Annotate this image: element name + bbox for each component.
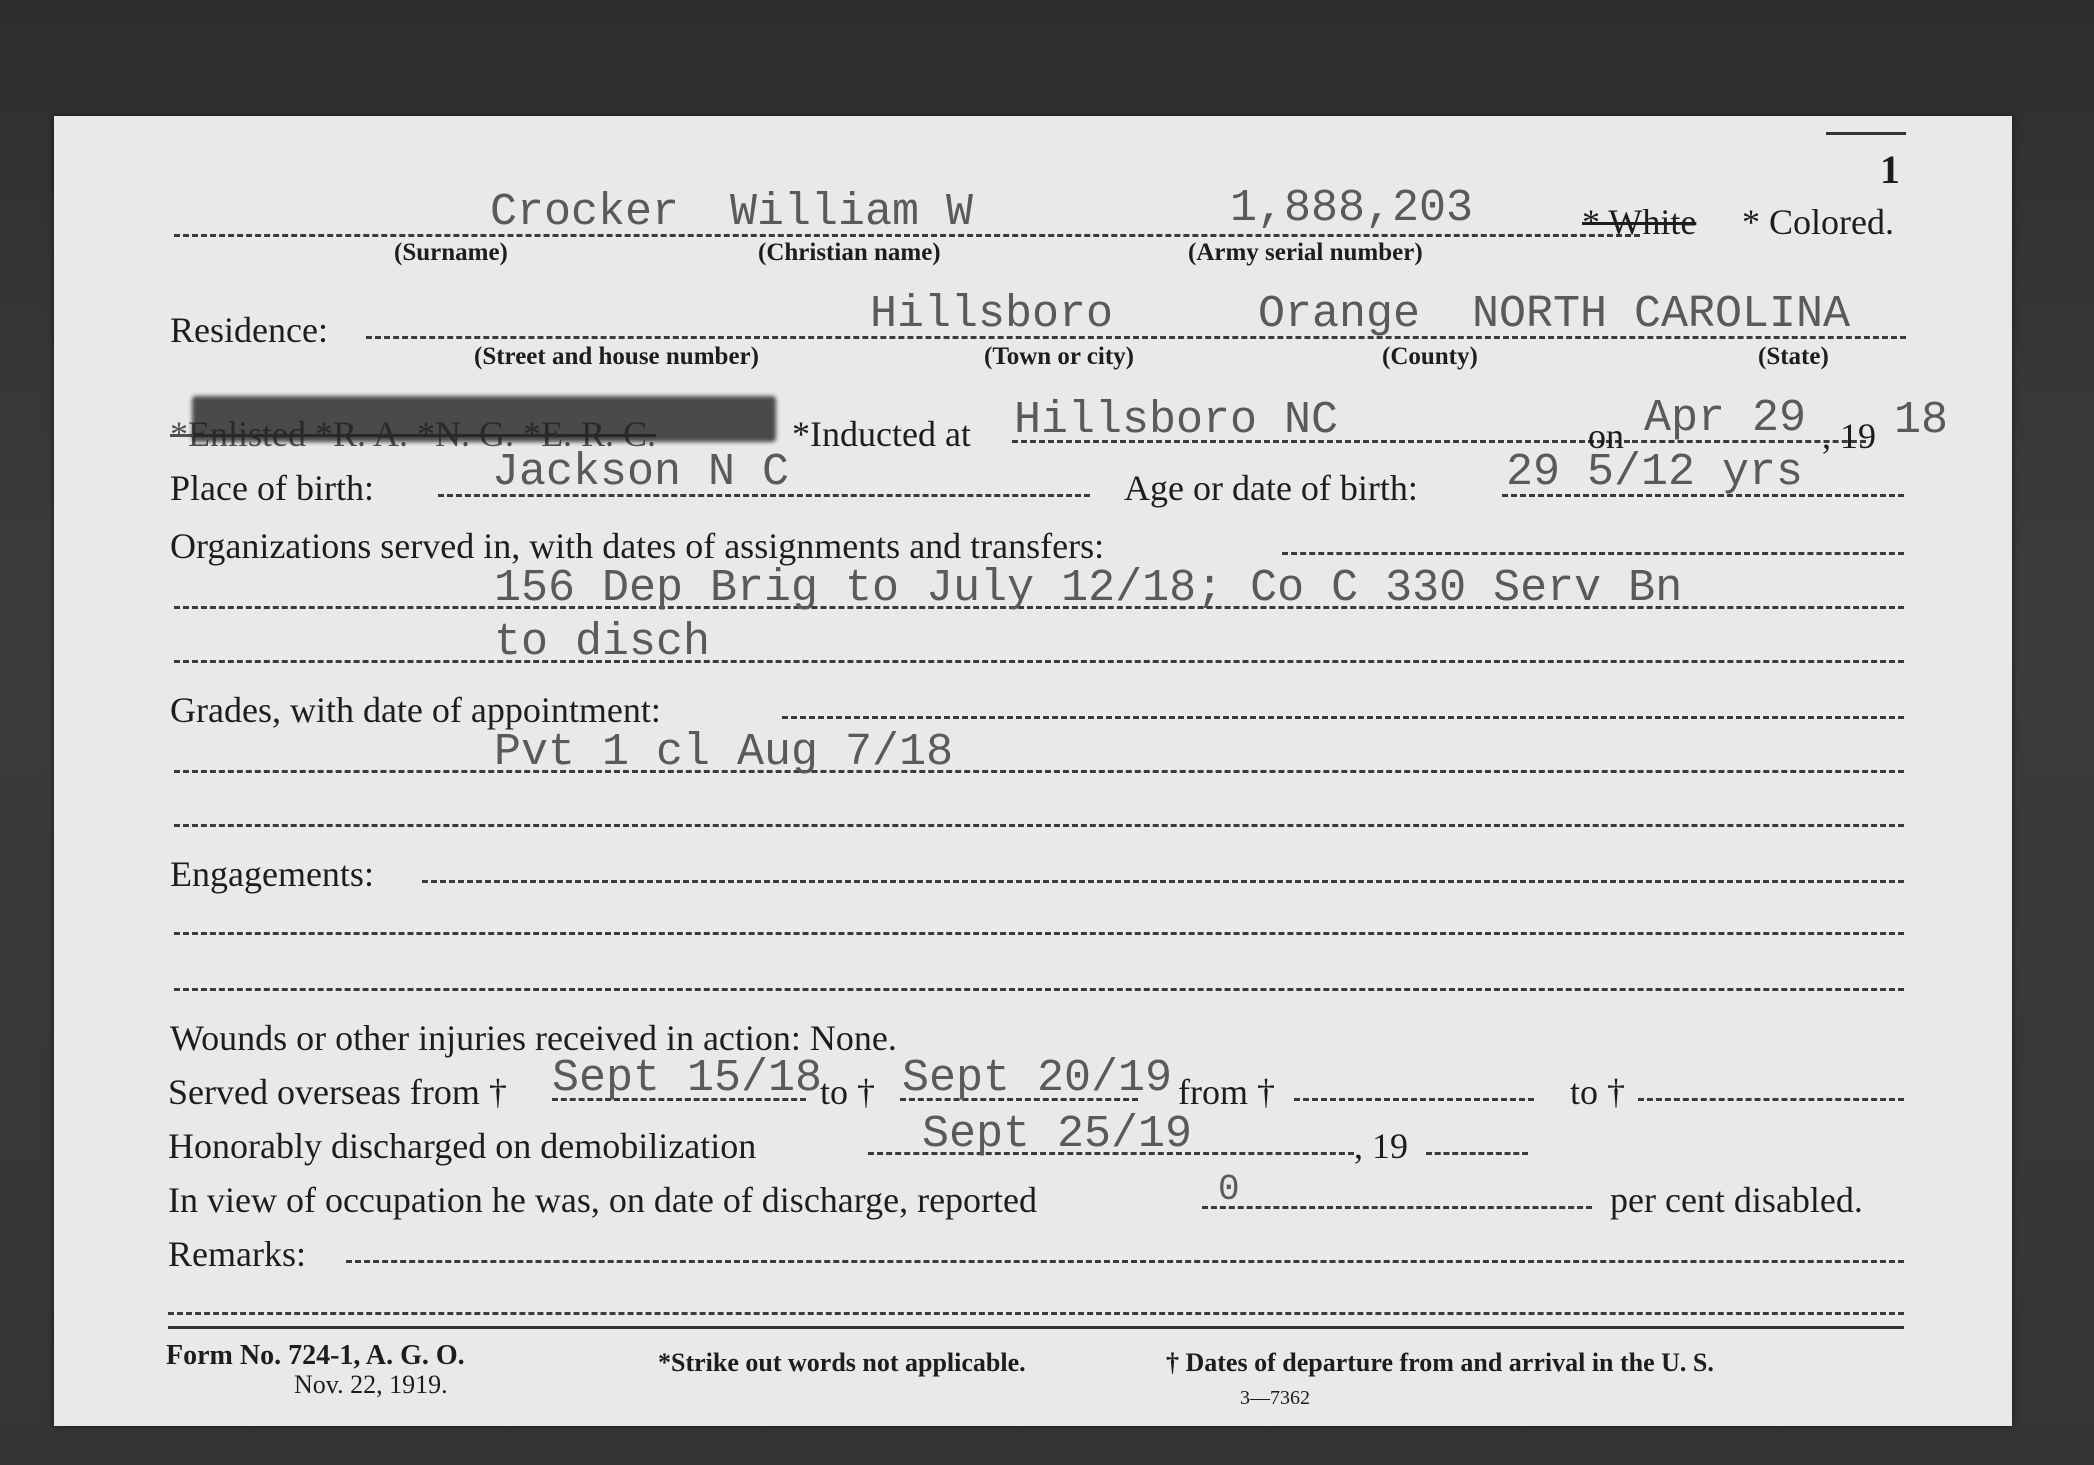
inducted-date-value: Apr 29 [1644, 393, 1807, 444]
overseas-from-label-2: from † [1178, 1072, 1275, 1112]
residence-town-value: Hillsboro [870, 289, 1114, 340]
organizations-label: Organizations served in, with dates of assignments and transfers: [170, 526, 1105, 566]
christian-name-caption: (Christian name) [758, 239, 941, 266]
year-prefix: , 19 [1822, 416, 1876, 456]
remarks-label: Remarks: [168, 1234, 306, 1274]
residence-label: Residence: [170, 310, 328, 350]
footer-rule [168, 1326, 1904, 1329]
form-date: Nov. 22, 1919. [294, 1370, 448, 1399]
card-number: 1 [1880, 147, 1900, 192]
place-of-birth-value: Jackson N C [492, 447, 790, 498]
christian-name-value: William W [730, 187, 974, 238]
enlisted-options: *Enlisted *R. A. *N. G. *E. R. C. [170, 414, 657, 454]
overseas-to-label: to † [820, 1072, 876, 1112]
overseas-to-label-2: to † [1570, 1072, 1626, 1112]
inducted-year-value: 18 [1894, 395, 1949, 446]
form-number: Form No. 724-1, A. G. O. [166, 1340, 465, 1371]
engagements-label: Engagements: [170, 854, 374, 894]
inducted-label: *Inducted at [792, 414, 971, 454]
organizations-entry-1: 156 Dep Brig to July 12/18; Co C 330 Serv Bn [494, 563, 1683, 614]
organizations-line-0 [1282, 552, 1904, 555]
grades-label: Grades, with date of appointment: [170, 690, 661, 730]
record-card [54, 116, 2012, 1426]
wounds-label: Wounds or other injuries received in action: None. [170, 1018, 897, 1058]
grades-line-2 [174, 824, 1904, 827]
disability-label: In view of occupation he was, on date of discharge, reported [168, 1180, 1038, 1220]
overseas-to-line-2 [1638, 1098, 1904, 1101]
county-caption: (County) [1382, 343, 1478, 370]
organizations-line-2 [174, 660, 1904, 663]
remarks-line-1 [168, 1312, 1904, 1315]
serial-number-caption: (Army serial number) [1188, 239, 1423, 266]
discharge-year-line [1426, 1152, 1528, 1155]
remarks-line-0 [346, 1260, 1904, 1263]
dates-note: † Dates of departure from and arrival in the U. S. [1166, 1348, 1714, 1377]
top-rule-right [1826, 132, 1906, 135]
street-caption: (Street and house number) [474, 343, 759, 370]
residence-state-value: NORTH CAROLINA [1472, 289, 1851, 340]
residence-county-value: Orange [1258, 289, 1421, 340]
discharge-date-value: Sept 25/19 [922, 1109, 1193, 1160]
overseas-from-value: Sept 15/18 [552, 1053, 823, 1104]
disability-suffix: per cent disabled. [1610, 1180, 1863, 1220]
place-of-birth-label: Place of birth: [170, 468, 374, 508]
grades-line-1 [174, 770, 1904, 773]
strike-out-note: *Strike out words not applicable. [658, 1348, 1026, 1377]
discharge-year-label: , 19 [1354, 1126, 1408, 1166]
overseas-label: Served overseas from † [168, 1072, 507, 1112]
print-code: 3—7362 [1240, 1387, 1310, 1409]
organizations-entry-2: to disch [494, 617, 711, 668]
age-value: 29 5/12 yrs [1506, 447, 1804, 498]
overseas-to-value: Sept 20/19 [902, 1053, 1173, 1104]
grades-entry-1: Pvt 1 cl Aug 7/18 [494, 727, 954, 778]
race-white-option: * White [1582, 202, 1697, 242]
engagements-line-2 [174, 988, 1904, 991]
surname-value: Crocker [490, 187, 680, 238]
surname-caption: (Surname) [394, 239, 508, 266]
grades-line-0 [782, 716, 1904, 719]
state-caption: (State) [1758, 343, 1829, 370]
disability-value: 0 [1218, 1169, 1240, 1210]
discharge-label: Honorably discharged on demobilization [168, 1126, 757, 1166]
on-label: on [1588, 416, 1624, 456]
engagements-line-1 [174, 932, 1904, 935]
engagements-line-0 [422, 880, 1904, 883]
disability-line [1202, 1206, 1592, 1209]
age-label: Age or date of birth: [1124, 468, 1418, 508]
inducted-place-value: Hillsboro NC [1014, 395, 1339, 446]
race-colored-option: * Colored. [1742, 202, 1894, 242]
overseas-from-line-2 [1294, 1098, 1534, 1101]
serial-number-value: 1,888,203 [1230, 183, 1474, 234]
town-caption: (Town or city) [984, 343, 1134, 370]
